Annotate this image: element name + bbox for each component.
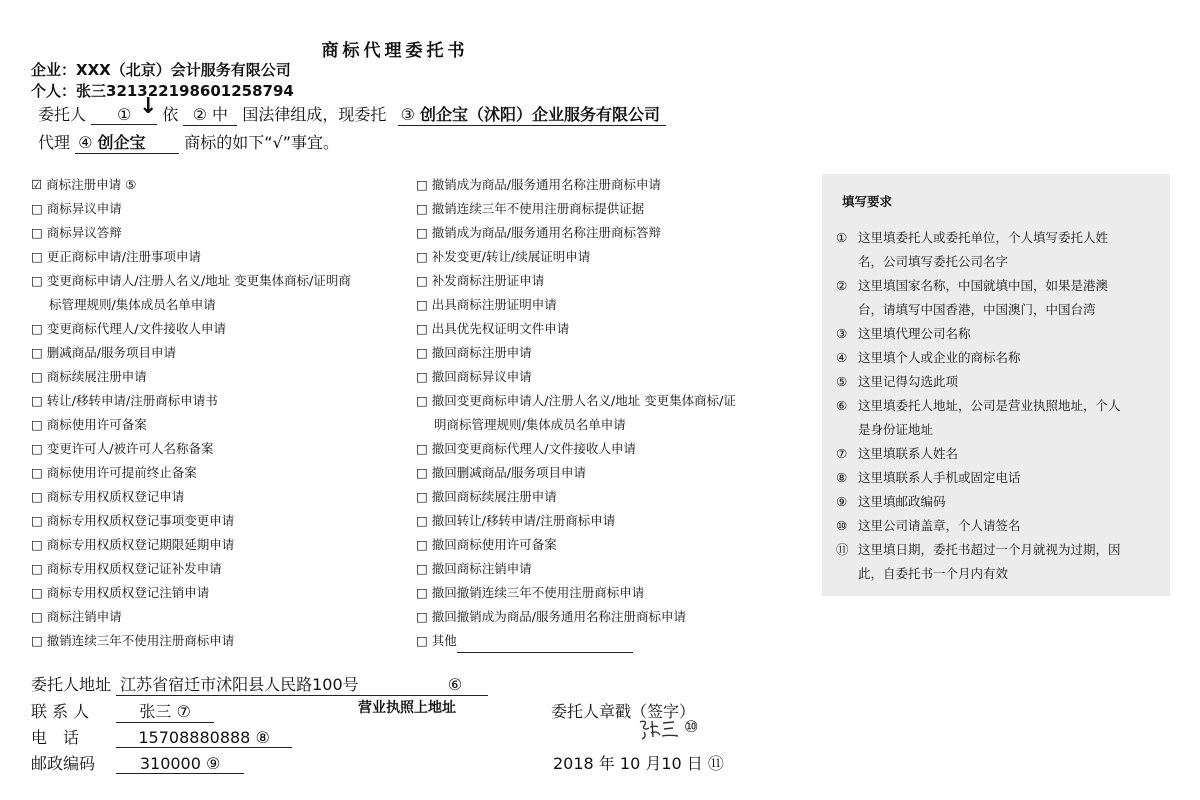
note-text: 这里记得勾选此项 <box>858 374 959 389</box>
note-number: ⑨ <box>836 494 848 509</box>
agent-company-blank <box>398 102 666 126</box>
option-generic-reply[interactable]: □ 撤销成为商品/服务通用名称注册商标答辩 <box>416 225 661 240</box>
note-text: 这里公司请盖章，个人请签名 <box>858 518 1021 533</box>
option-priority-proof[interactable]: □ 出具优先权证明文件申请 <box>416 321 570 336</box>
option-license-record[interactable]: □ 商标使用许可备案 <box>31 417 147 432</box>
fill-requirements-list <box>836 226 1160 586</box>
option-pledge-change[interactable]: □ 商标专用权质权登记事项变更申请 <box>31 513 235 528</box>
option-cancellation[interactable]: □ 商标注销申请 <box>31 609 122 624</box>
option-reissue-certificate[interactable]: □ 补发变更/转让/续展证明申请 <box>416 249 591 264</box>
contact-row <box>31 699 214 723</box>
option-opposition[interactable]: □ 商标异议申请 <box>31 201 122 216</box>
postcode-label: 邮政编码 <box>31 754 96 773</box>
date-mark: ⑪ <box>707 754 724 773</box>
phone-field[interactable] <box>116 728 292 748</box>
options-column-right <box>416 173 796 653</box>
postcode-value: 310000 <box>139 754 201 773</box>
note-number: ⑧ <box>836 470 848 485</box>
address-value: 江苏省宿迁市沭阳县人民路100号 <box>120 675 359 694</box>
note-continuation: 此，自委托书一个月内有效 <box>858 566 1009 581</box>
option-trademark-registration[interactable]: ☑ 商标注册申请 ⑤ <box>31 177 137 192</box>
intro-line-1 <box>38 102 666 126</box>
principal-blank: ① <box>91 105 157 125</box>
note-text: 这里填委托人地址，公司是营业执照地址，个人 <box>858 398 1121 413</box>
option-reissue-registration[interactable]: □ 补发商标注册证申请 <box>416 273 545 288</box>
option-withdraw-change-agent[interactable]: □ 撤回变更商标代理人/文件接收人申请 <box>416 441 636 456</box>
note-text: 这里填个人或企业的商标名称 <box>858 350 1021 365</box>
postcode-mark: ⑨ <box>206 754 221 773</box>
trademark-name: 创企宝 <box>97 133 146 152</box>
note-number: ⑪ <box>836 542 849 557</box>
option-withdraw-transfer[interactable]: □ 撤回转让/移转申请/注册商标申请 <box>416 513 616 528</box>
option-reduce-goods[interactable]: □ 删减商品/服务项目申请 <box>31 345 176 360</box>
address-note: 营业执照上地址 <box>358 700 456 716</box>
seal-label: 委托人章戳（签字） <box>551 702 696 721</box>
option-withdraw-renewal[interactable]: □ 撤回商标续展注册申请 <box>416 489 557 504</box>
option-other[interactable] <box>416 629 796 653</box>
note-item <box>836 370 1160 394</box>
option-withdraw-reduce-goods[interactable]: □ 撤回删减商品/服务项目申请 <box>416 465 586 480</box>
option-withdraw-cancellation[interactable]: □ 撤回商标注销申请 <box>416 561 532 576</box>
note-number: ② <box>836 278 848 293</box>
date-row <box>553 751 724 774</box>
contact-mark: ⑦ <box>176 702 191 721</box>
note-item <box>836 274 1160 322</box>
document-title: 商标代理委托书 <box>321 41 469 61</box>
option-other-label: □ 其他 <box>416 633 457 648</box>
note-continuation: 名，公司填写委托公司名字 <box>858 254 1009 269</box>
option-withdraw-revoke-nonuse[interactable]: □ 撤回撤销连续三年不使用注册商标申请 <box>416 585 645 600</box>
option-change-applicant-cont: 标管理规则/集体成员名单申请 <box>49 297 216 312</box>
note-item <box>836 442 1160 466</box>
note-item <box>836 226 1160 274</box>
contact-label: 联 系 人 <box>31 702 90 721</box>
address-field[interactable] <box>116 672 488 696</box>
option-pledge-extension[interactable]: □ 商标专用权质权登记期限延期申请 <box>31 537 235 552</box>
note-item <box>836 538 1160 586</box>
note-number: ⑥ <box>836 398 848 413</box>
note-item <box>836 466 1160 490</box>
option-revoke-generic[interactable]: □ 撤销成为商品/服务通用名称注册商标申请 <box>416 177 661 192</box>
other-blank-line[interactable] <box>457 638 633 653</box>
note-text: 这里填联系人手机或固定电话 <box>858 470 1021 485</box>
note-item <box>836 394 1160 442</box>
phone-label: 电 话 <box>31 728 80 747</box>
option-pledge-registration[interactable]: □ 商标专用权质权登记申请 <box>31 489 185 504</box>
postcode-field[interactable] <box>116 754 244 774</box>
trademark-mark: ④ <box>78 133 93 152</box>
intro-text-by: 依 <box>162 105 179 124</box>
note-text: 这里填日期，委托书超过一个月就视为过期，因 <box>858 542 1121 557</box>
option-renewal[interactable]: □ 商标续展注册申请 <box>31 369 147 384</box>
option-correction[interactable]: □ 更正商标申请/注册事项申请 <box>31 249 201 264</box>
seal-mark: ⑩ <box>684 717 699 736</box>
note-text: 这里填代理公司名称 <box>858 326 971 341</box>
option-withdraw-registration[interactable]: □ 撤回商标注册申请 <box>416 345 532 360</box>
address-label: 委托人地址 <box>31 675 112 694</box>
trademark-blank <box>75 130 179 154</box>
note-number: ⑩ <box>836 518 848 533</box>
option-pledge-cancel[interactable]: □ 商标专用权质权登记注销申请 <box>31 585 210 600</box>
intro-text-principal: 委托人 <box>38 105 87 124</box>
option-license-termination[interactable]: □ 商标使用许可提前终止备案 <box>31 465 197 480</box>
note-text: 这里填国家名称，中国就填中国，如果是港澳 <box>858 278 1109 293</box>
option-change-applicant[interactable]: □ 变更商标申请人/注册人名义/地址 变更集体商标/证明商 <box>31 273 351 288</box>
postcode-row <box>31 751 244 774</box>
note-number: ⑦ <box>836 446 848 461</box>
option-change-agent[interactable]: □ 变更商标代理人/文件接收人申请 <box>31 321 226 336</box>
option-transfer[interactable]: □ 转让/移转申请/注册商标申请书 <box>31 393 218 408</box>
signature-image <box>636 716 680 742</box>
phone-row <box>31 725 292 748</box>
note-item <box>836 490 1160 514</box>
agent-company-mark: ③ <box>400 105 415 124</box>
option-pledge-reissue[interactable]: □ 商标专用权质权登记证补发申请 <box>31 561 222 576</box>
agent-company-name: 创企宝（沭阳）企业服务有限公司 <box>419 105 660 124</box>
arrow-down-icon: ↓ <box>139 94 158 119</box>
phone-value: 15708880888 <box>138 728 251 747</box>
address-mark: ⑥ <box>447 675 463 694</box>
address-row <box>31 672 488 696</box>
person-line: 个人：张三321322198601258794 <box>31 82 294 100</box>
note-text: 这里填邮政编码 <box>858 494 946 509</box>
option-registration-proof[interactable]: □ 出具商标注册证明申请 <box>416 297 557 312</box>
enterprise-line: 企业：XXX（北京）会计服务有限公司 <box>31 61 291 79</box>
option-withdraw-opposition[interactable]: □ 撤回商标异议申请 <box>416 369 532 384</box>
note-number: ④ <box>836 350 848 365</box>
option-opposition-reply[interactable]: □ 商标异议答辩 <box>31 225 122 240</box>
option-withdraw-change-applicant[interactable]: □ 撤回变更商标申请人/注册人名义/地址 变更集体商标/证 <box>416 393 736 408</box>
intro-text-act: 代理 <box>38 133 71 152</box>
intro-text-matters: 商标的如下“√”事宜。 <box>184 133 339 152</box>
note-number: ⑤ <box>836 374 848 389</box>
option-withdraw-license[interactable]: □ 撤回商标使用许可备案 <box>416 537 557 552</box>
note-number: ① <box>836 230 848 245</box>
intro-line-2 <box>38 130 339 154</box>
note-text: 这里填联系人姓名 <box>858 446 959 461</box>
intro-text-formed: 国法律组成，现委托 <box>242 105 387 124</box>
note-number: ③ <box>836 326 848 341</box>
note-item <box>836 322 1160 346</box>
option-nonuse-evidence[interactable]: □ 撤销连续三年不使用注册商标提供证据 <box>416 201 645 216</box>
note-text: 这里填委托人或委托单位，个人填写委托人姓 <box>858 230 1109 245</box>
date-text: 2018 年 10 月10 日 <box>553 754 703 773</box>
phone-mark: ⑧ <box>255 728 270 747</box>
option-revoke-nonuse[interactable]: □ 撤销连续三年不使用注册商标申请 <box>31 633 235 648</box>
option-change-licensor[interactable]: □ 变更许可人/被许可人名称备案 <box>31 441 214 456</box>
contact-value: 张三 <box>139 702 172 721</box>
fill-requirements-title: 填写要求 <box>842 194 893 209</box>
note-item <box>836 346 1160 370</box>
fill-requirements-panel <box>822 174 1170 596</box>
option-withdraw-revoke-generic[interactable]: □ 撤回撤销成为商品/服务通用名称注册商标申请 <box>416 609 686 624</box>
contact-field[interactable] <box>116 699 214 723</box>
options-column-left <box>31 173 411 653</box>
note-item <box>836 514 1160 538</box>
option-withdraw-change-applicant-cont: 明商标管理规则/集体成员名单申请 <box>434 417 626 432</box>
country-blank: ② 中 <box>183 102 237 126</box>
note-continuation: 台，请填写中国香港，中国澳门，中国台湾 <box>858 302 1096 317</box>
note-continuation: 是身份证地址 <box>858 422 934 437</box>
